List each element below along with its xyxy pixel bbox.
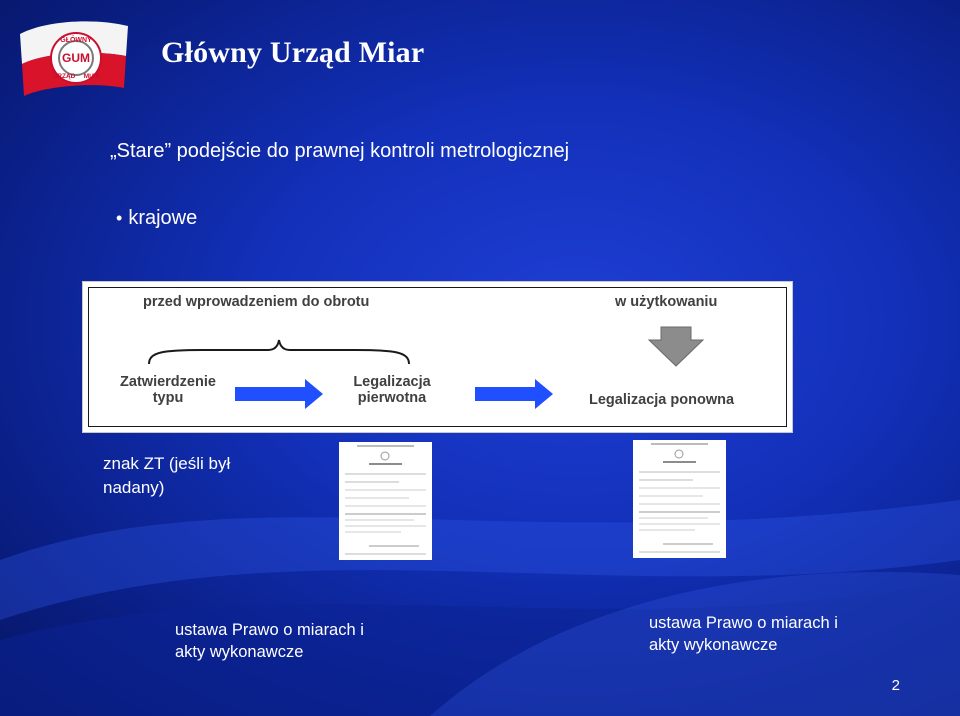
note-line: akty wykonawcze [175, 643, 304, 661]
arrow-down-icon [649, 327, 703, 366]
law-note-left [175, 619, 364, 663]
note-line: znak ZT (jeśli był [103, 454, 231, 473]
brace-icon [149, 340, 409, 364]
note-line: akty wykonawcze [649, 636, 778, 654]
certificate-document-thumbnail [339, 442, 432, 560]
phase-in-use-label: w użytkowaniu [615, 294, 718, 310]
zt-mark-note [103, 452, 303, 500]
note-line: ustawa Prawo o miarach i [175, 621, 364, 639]
step-label: typu [152, 390, 184, 406]
note-line: nadany) [103, 478, 165, 497]
step-initial-verification [337, 374, 447, 406]
bullet-dot-icon: • [116, 208, 123, 228]
step-label: Legalizacja [353, 374, 431, 390]
document-icon [339, 442, 432, 560]
arrow-right-icon [475, 379, 553, 409]
phase-before-label: przed wprowadzeniem do obrotu [143, 294, 370, 310]
slide-subtitle: „Stare” podejście do prawnej kontroli metrologicznej [110, 140, 570, 162]
svg-text:GUM: GUM [62, 51, 90, 65]
step-reverification: Legalizacja ponowna [589, 392, 735, 408]
step-label: pierwotna [357, 390, 427, 406]
page-number: 2 [891, 677, 900, 694]
svg-text:MIAR: MIAR [83, 73, 101, 80]
arrow-right-icon [235, 379, 323, 409]
svg-text:URZĄD: URZĄD [52, 73, 76, 80]
bullet-item [116, 207, 197, 230]
bullet-label: krajowe [128, 207, 198, 229]
svg-text:GŁÓWNY: GŁÓWNY [60, 37, 92, 44]
process-diagram [82, 281, 793, 433]
step-type-approval [113, 374, 223, 406]
document-icon [633, 440, 726, 558]
certificate-document-thumbnail [633, 440, 726, 558]
page-title: Główny Urząd Miar [161, 36, 425, 69]
gum-logo [16, 14, 134, 98]
note-line: ustawa Prawo o miarach i [649, 614, 838, 632]
law-note-right [649, 612, 838, 656]
step-label: Zatwierdzenie [120, 374, 216, 390]
